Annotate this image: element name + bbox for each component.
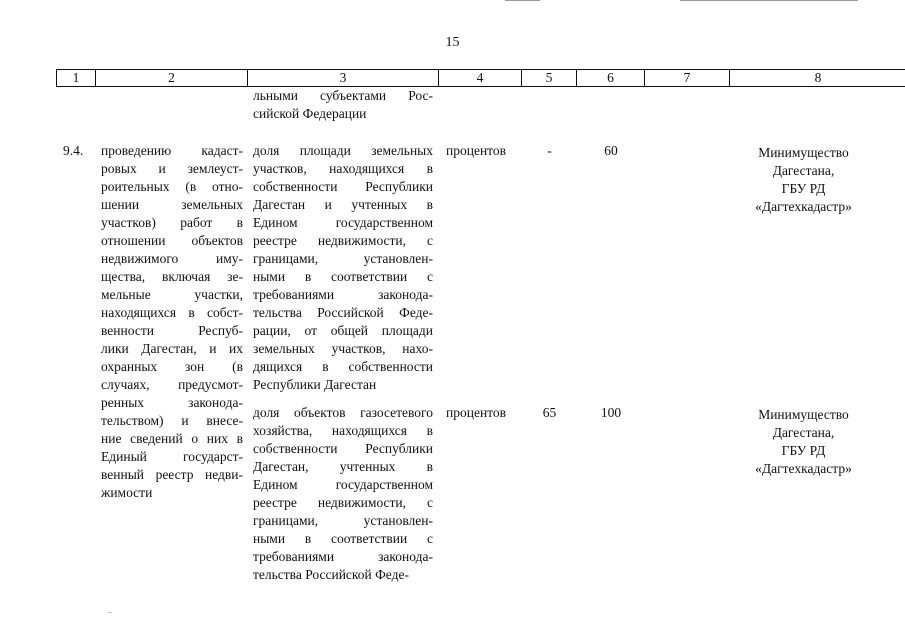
text-line: шении земельных [101, 197, 243, 212]
text-line: Республики Дагестан [253, 377, 377, 392]
text-line: ГБУ РД [781, 443, 826, 458]
row-number: 9.4. [63, 143, 84, 158]
text-line: находящихся в собст- [101, 305, 243, 320]
text-line: тельства Российской Феде- [253, 305, 433, 320]
indicator-executor [730, 406, 877, 478]
text-line: тельства Российской Феде- [253, 567, 409, 582]
text-line: лики Дагестан, и их [101, 341, 243, 356]
text-line: жимости [101, 485, 153, 500]
text-line: требованиями законода- [253, 549, 433, 564]
text-line: сийской Федерации [253, 106, 367, 121]
text-line: Едином государственном [253, 477, 433, 492]
text-line: участков) работ в [101, 215, 243, 230]
continuation-indicator-text [253, 87, 433, 123]
text-line: требованиями законода- [253, 287, 433, 302]
text-line: доля объектов газосетевого [253, 405, 433, 420]
text-line: хозяйства, находящихся в [253, 423, 433, 438]
text-line: мельные участки, [101, 287, 243, 302]
text-line: Дагестана, [772, 163, 835, 178]
indicator-unit: процентов [446, 143, 507, 158]
text-line: роительных (в отно- [101, 179, 243, 194]
text-line: случаях, предусмот- [101, 377, 243, 392]
column-header: 5 [522, 70, 577, 87]
text-line: Минимущество [758, 145, 849, 160]
text-line: собственности Республики [253, 179, 433, 194]
column-header: 8 [730, 70, 905, 87]
column-header: 2 [96, 70, 248, 87]
text-line: реестре недвижимости, с [253, 233, 433, 248]
event-description [101, 142, 243, 502]
text-line: проведению кадаст- [101, 143, 243, 158]
text-line: доля площади земельных [253, 143, 433, 158]
text-line: венности Респуб- [101, 323, 243, 338]
scan-speck [108, 612, 112, 613]
text-line: границами, установлен- [253, 251, 433, 266]
text-line: рации, от общей площади [253, 323, 433, 338]
column-header: 4 [439, 70, 522, 87]
indicator-value-col6: 60 [604, 143, 618, 158]
text-line: Дагестан, учтенных в [253, 459, 433, 474]
text-line: земельных участков, нахо- [253, 341, 433, 356]
scan-edge-line-2 [680, 0, 858, 1]
column-header: 3 [248, 70, 439, 87]
text-line: Едином государственном [253, 215, 433, 230]
indicator-value-col6: 100 [600, 405, 622, 420]
text-line: дящихся в собственности [253, 359, 433, 374]
indicator-unit: процентов [446, 405, 507, 420]
indicator-name [253, 404, 433, 584]
text-line: недвижимого иму- [101, 251, 243, 266]
column-header: 1 [57, 70, 96, 87]
text-line: охранных зон (в [101, 359, 243, 374]
column-header-row [56, 69, 905, 87]
text-line: «Дагтехкадастр» [755, 461, 852, 476]
text-line: Минимущество [758, 407, 849, 422]
text-line: венный реестр недви- [101, 467, 243, 482]
text-line: Дагестана, [772, 425, 835, 440]
text-line: ными в соответствии с [253, 269, 433, 284]
indicator-value-col5: - [547, 143, 552, 158]
column-header: 6 [577, 70, 645, 87]
text-line: собственности Республики [253, 441, 433, 456]
text-line: ГБУ РД [781, 181, 826, 196]
text-line: льными субъектами Рос- [253, 88, 433, 103]
scan-edge-line-1 [505, 0, 540, 1]
page-number: 15 [445, 35, 460, 50]
text-line: реестре недвижимости, с [253, 495, 433, 510]
text-line: ровых и землеуст- [101, 161, 243, 176]
text-line: Единый государст- [101, 449, 243, 464]
text-line: Дагестан и учтенных в [253, 197, 433, 212]
indicator-value-col5: 65 [542, 405, 557, 420]
text-line: участков, находящихся в [253, 161, 433, 176]
text-line: тельством) и внесе- [101, 413, 243, 428]
column-header: 7 [645, 70, 730, 87]
indicator-executor [730, 144, 877, 216]
text-line: щества, включая зе- [101, 269, 243, 284]
text-line: «Дагтехкадастр» [755, 199, 852, 214]
text-line: ние сведений о них в [101, 431, 243, 446]
text-line: границами, установлен- [253, 513, 433, 528]
text-line: отношении объектов [101, 233, 243, 248]
text-line: ренных законода- [101, 395, 243, 410]
text-line: ными в соответствии с [253, 531, 433, 546]
indicator-name [253, 142, 433, 394]
